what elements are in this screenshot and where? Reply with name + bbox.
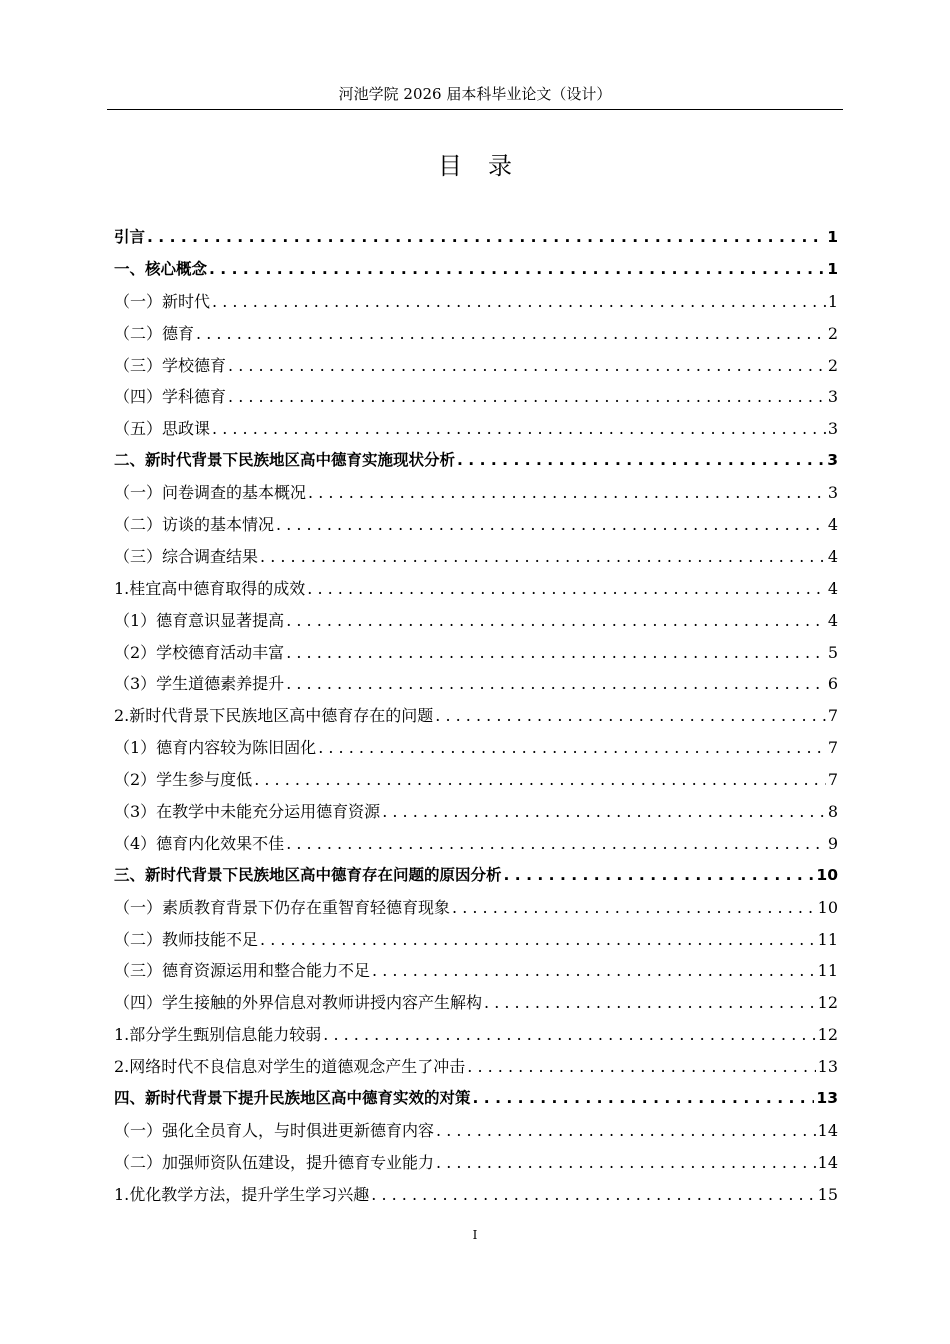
toc-entry[interactable] [114, 1179, 838, 1211]
toc-dot-leader [504, 860, 815, 892]
toc-dot-leader [382, 796, 826, 828]
toc-entry-page: 11 [817, 961, 838, 981]
toc-entry-page: 4 [827, 610, 838, 630]
toc-entry-label: （4）德育内化效果不佳 [114, 833, 285, 853]
toc-entry-page: 8 [827, 802, 838, 822]
toc-entry-label: （三）综合调查结果 [114, 546, 259, 566]
toc-entry-page: 1 [827, 259, 838, 278]
toc-entry[interactable] [114, 924, 838, 956]
toc-dot-leader [467, 1051, 815, 1083]
toc-entry-label: （五）思政课 [114, 419, 211, 439]
page-number: I [472, 1228, 478, 1242]
toc-dot-leader [484, 987, 816, 1019]
toc-dot-leader [228, 381, 826, 413]
toc-entry-page: 6 [827, 674, 838, 694]
toc-entry-label: 三、新时代背景下民族地区高中德育存在问题的原因分析 [114, 865, 502, 884]
toc-dot-leader [318, 732, 826, 764]
toc-entry[interactable] [114, 860, 838, 892]
toc-entry[interactable] [114, 1051, 838, 1083]
toc-entry-page: 3 [827, 387, 838, 407]
toc-entry[interactable] [114, 477, 838, 509]
toc-entry-label: （一）强化全员育人，与时俱进更新德育内容 [114, 1120, 435, 1140]
toc-entry-page: 15 [817, 1184, 838, 1204]
toc-entry[interactable] [114, 350, 838, 382]
toc-entry[interactable] [114, 381, 838, 413]
toc-dot-leader [323, 1019, 815, 1051]
toc-dot-leader [286, 605, 826, 637]
toc-dot-leader [212, 413, 826, 445]
toc-dot-leader [276, 509, 826, 541]
toc-entry-label: （一）新时代 [114, 291, 211, 311]
toc-entry[interactable] [114, 796, 838, 828]
toc-entry-page: 14 [817, 1120, 838, 1140]
toc-entry-page: 4 [827, 578, 838, 598]
toc-entry[interactable] [114, 573, 838, 605]
toc-entry-label: （2）学生参与度低 [114, 770, 253, 790]
toc-entry-page: 4 [827, 515, 838, 535]
toc-dot-leader [196, 318, 826, 350]
toc-entry[interactable] [114, 764, 838, 796]
toc-entry-page: 1 [827, 291, 838, 311]
toc-dot-leader [228, 350, 826, 382]
toc-entry-page: 10 [816, 865, 838, 884]
toc-entry-page: 13 [817, 1057, 838, 1077]
toc-entry[interactable] [114, 254, 838, 286]
toc-entry-label: （一）素质教育背景下仍存在重智育轻德育现象 [114, 897, 451, 917]
toc-dot-leader [436, 1115, 816, 1147]
toc-entry-label: （3）在教学中未能充分运用德育资源 [114, 802, 381, 822]
toc-dot-leader [436, 1147, 816, 1179]
toc-dot-leader [209, 254, 825, 286]
toc-entry-label: （三）学校德育 [114, 355, 227, 375]
toc-dot-leader [260, 541, 826, 573]
toc-entry[interactable] [114, 700, 838, 732]
toc-dot-leader [452, 892, 816, 924]
toc-entry-label: （二）德育 [114, 323, 195, 343]
toc-entry[interactable] [114, 828, 838, 860]
toc-entry-page: 2 [827, 355, 838, 375]
toc-entry-label: （1）德育内容较为陈旧固化 [114, 738, 317, 758]
toc-entry[interactable] [114, 732, 838, 764]
toc-entry-page: 4 [827, 546, 838, 566]
toc-entry[interactable] [114, 668, 838, 700]
toc-entry[interactable] [114, 605, 838, 637]
toc-entry-page: 3 [827, 451, 838, 470]
toc-dot-leader [473, 1083, 815, 1115]
toc-entry-page: 11 [817, 929, 838, 949]
toc-entry-page: 9 [827, 833, 838, 853]
toc-entry[interactable] [114, 1083, 838, 1115]
toc-entry-label: （四）学生接触的外界信息对教师讲授内容产生解构 [114, 993, 483, 1013]
toc-dot-leader [147, 222, 825, 254]
toc-entry-label: （二）教师技能不足 [114, 929, 259, 949]
toc-entry[interactable] [114, 892, 838, 924]
toc-entry-page: 7 [827, 706, 838, 726]
toc-entry-page: 10 [817, 897, 838, 917]
toc-entry-page: 3 [827, 419, 838, 439]
toc-entry-label: 一、核心概念 [114, 259, 208, 278]
toc-dot-leader [212, 286, 826, 318]
toc-dot-leader [254, 764, 826, 796]
toc-entry-label: （2）学校德育活动丰富 [114, 642, 285, 662]
toc-entry-label: （3）学生道德素养提升 [114, 674, 285, 694]
toc-entry[interactable] [114, 318, 838, 350]
toc-entry-label: （四）学科德育 [114, 387, 227, 407]
toc-dot-leader [308, 477, 826, 509]
toc-entry[interactable] [114, 1019, 838, 1051]
toc-entry-page: 3 [827, 483, 838, 503]
toc-dot-leader [286, 637, 826, 669]
toc-entry[interactable] [114, 955, 838, 987]
toc-entry-page: 7 [827, 738, 838, 758]
toc-dot-leader [457, 445, 825, 477]
toc-dot-leader [260, 924, 816, 956]
page-header: 河池学院 2026 届本科毕业论文（设计） [338, 85, 612, 103]
toc-dot-leader [307, 573, 826, 605]
toc-entry-label: （二）加强师资队伍建设，提升德育专业能力 [114, 1152, 435, 1172]
toc-dot-leader [435, 700, 826, 732]
toc-entry[interactable] [114, 509, 838, 541]
toc-entry[interactable] [114, 445, 838, 477]
toc-entry-label: 1.桂宜高中德育取得的成效 [114, 578, 306, 598]
toc-entry-page: 1 [827, 228, 838, 246]
toc-entry-page: 14 [817, 1152, 838, 1172]
toc-dot-leader [372, 955, 816, 987]
toc-entry[interactable] [114, 286, 838, 318]
toc-entry-page: 12 [817, 1025, 838, 1045]
toc-entry[interactable] [114, 1115, 838, 1147]
toc-entry-label: （一）问卷调查的基本概况 [114, 483, 307, 503]
toc-entry-label: 1.优化教学方法，提升学生学习兴趣 [114, 1184, 370, 1204]
toc-dot-leader [286, 828, 826, 860]
toc-entry-label: 四、新时代背景下提升民族地区高中德育实效的对策 [114, 1089, 471, 1108]
table-of-contents [114, 222, 838, 1211]
toc-entry[interactable] [114, 637, 838, 669]
toc-entry-label: 2.新时代背景下民族地区高中德育存在的问题 [114, 706, 434, 726]
toc-entry-label: （三）德育资源运用和整合能力不足 [114, 961, 371, 981]
toc-entry-page: 13 [816, 1089, 838, 1108]
toc-entry-label: 引言 [114, 228, 146, 246]
toc-entry-page: 7 [827, 770, 838, 790]
toc-entry-label: 2.网络时代不良信息对学生的道德观念产生了冲击 [114, 1057, 466, 1077]
header-divider [107, 109, 843, 110]
toc-entry[interactable] [114, 222, 838, 254]
toc-entry[interactable] [114, 413, 838, 445]
toc-dot-leader [286, 668, 826, 700]
toc-entry-label: （二）访谈的基本情况 [114, 515, 275, 535]
page-title: 目录 [438, 152, 538, 180]
toc-entry-label: （1）德育意识显著提高 [114, 610, 285, 630]
toc-entry-page: 2 [827, 323, 838, 343]
toc-entry[interactable] [114, 987, 838, 1019]
toc-entry[interactable] [114, 541, 838, 573]
toc-entry[interactable] [114, 1147, 838, 1179]
toc-dot-leader [371, 1179, 815, 1211]
toc-entry-label: 1.部分学生甄别信息能力较弱 [114, 1025, 322, 1045]
toc-entry-page: 5 [827, 642, 838, 662]
toc-entry-label: 二、新时代背景下民族地区高中德育实施现状分析 [114, 451, 456, 470]
toc-entry-page: 12 [817, 993, 838, 1013]
